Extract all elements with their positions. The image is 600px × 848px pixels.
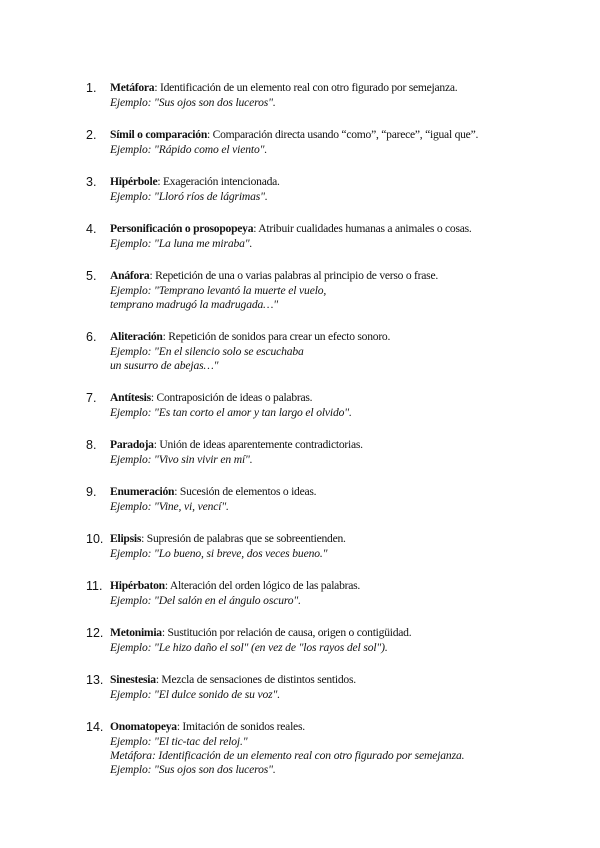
list-item-number: 9. (86, 485, 97, 499)
list-item-number: 4. (86, 222, 97, 236)
figure-term: Anáfora (110, 269, 150, 282)
figure-term: Símil o comparación (110, 128, 208, 141)
list-item (86, 531, 576, 561)
list-item (86, 127, 576, 157)
example-line: Metáfora: Identificación de un elemento real con otro figurado por semejanza. (110, 749, 465, 762)
list-item-number: 7. (86, 391, 97, 405)
list-item-number: 1. (86, 81, 97, 95)
definition-line (110, 221, 576, 237)
definition-line (110, 437, 576, 453)
list-item-body (110, 719, 576, 777)
example-line: un susurro de abejas…" (110, 359, 219, 372)
example-line: Ejemplo: "Sus ojos son dos luceros". (110, 96, 276, 109)
figures-list (86, 80, 576, 794)
example-line: Ejemplo: "Lo bueno, si breve, dos veces bueno." (110, 547, 328, 560)
definition-line (110, 390, 576, 406)
list-item (86, 174, 576, 204)
figure-term: Sinestesia (110, 673, 156, 686)
figure-term: Personificación o prosopopeya (110, 222, 254, 235)
list-item (86, 437, 576, 467)
figure-term: Hipérbaton (110, 579, 165, 592)
figure-example (110, 641, 576, 655)
figure-example (110, 735, 576, 777)
list-item (86, 390, 576, 420)
example-line: Ejemplo: "En el silencio solo se escuchaba (110, 345, 304, 358)
list-item-number: 5. (86, 269, 97, 283)
example-line: Ejemplo: "Lloró ríos de lágrimas". (110, 190, 268, 203)
list-item-body (110, 578, 576, 608)
example-line: Ejemplo: "Del salón en el ángulo oscuro". (110, 594, 301, 607)
figure-definition: : Contraposición de ideas o palabras. (150, 391, 313, 404)
list-item (86, 268, 576, 312)
example-line: Ejemplo: "Vivo sin vivir en mí". (110, 453, 253, 466)
figure-example (110, 143, 576, 157)
list-item-number: 11. (86, 579, 103, 593)
list-item-body (110, 625, 576, 655)
example-line: Ejemplo: "Rápido como el viento". (110, 143, 268, 156)
list-item-body (110, 329, 576, 373)
figure-example (110, 190, 576, 204)
list-item-body (110, 390, 576, 420)
list-item-number: 2. (86, 128, 97, 142)
example-line: Ejemplo: "Sus ojos son dos luceros". (110, 763, 276, 776)
figure-term: Onomatopeya (110, 720, 177, 733)
figure-example (110, 406, 576, 420)
figure-definition: : Imitación de sonidos reales. (176, 720, 305, 733)
list-item-number: 10. (86, 532, 104, 546)
figure-term: Antítesis (110, 391, 151, 404)
definition-line (110, 80, 576, 96)
list-item-body (110, 174, 576, 204)
example-line: Ejemplo: "El dulce sonido de su voz". (110, 688, 281, 701)
list-item-body (110, 268, 576, 312)
figure-example (110, 594, 576, 608)
figure-example (110, 345, 576, 373)
list-item-number: 14. (86, 720, 104, 734)
figure-definition: : Mezcla de sensaciones de distintos sentidos. (155, 673, 356, 686)
figure-definition: : Unión de ideas aparentemente contradictorias. (153, 438, 363, 451)
figure-term: Elipsis (110, 532, 142, 545)
figure-example (110, 96, 576, 110)
figure-example (110, 237, 576, 251)
figure-definition: : Supresión de palabras que se sobreentienden. (141, 532, 346, 545)
figure-example (110, 284, 576, 312)
definition-line (110, 174, 576, 190)
example-line: temprano madrugó la madrugada…" (110, 298, 279, 311)
example-line: Ejemplo: "Vine, vi, vencí". (110, 500, 229, 513)
list-item (86, 329, 576, 373)
example-line: Ejemplo: "La luna me miraba". (110, 237, 253, 250)
figure-term: Metonimia (110, 626, 162, 639)
list-item-body (110, 127, 576, 157)
list-item (86, 625, 576, 655)
figure-definition: : Identificación de un elemento real con otro figurado por semejanza. (154, 81, 458, 94)
list-item (86, 221, 576, 251)
figure-term: Aliteración (110, 330, 163, 343)
list-item-body (110, 531, 576, 561)
figure-definition: : Exageración intencionada. (157, 175, 280, 188)
figure-definition: : Sucesión de elementos o ideas. (174, 485, 317, 498)
definition-line (110, 719, 576, 735)
figure-term: Paradoja (110, 438, 154, 451)
list-item-number: 6. (86, 330, 97, 344)
figure-term: Metáfora (110, 81, 155, 94)
definition-line (110, 531, 576, 547)
figure-definition: : Sustitución por relación de causa, origen o contigüidad. (161, 626, 412, 639)
definition-line (110, 672, 576, 688)
list-item (86, 80, 576, 110)
list-item-body (110, 221, 576, 251)
definition-line (110, 329, 576, 345)
list-item-number: 12. (86, 626, 104, 640)
definition-line (110, 625, 576, 641)
list-item-body (110, 437, 576, 467)
figure-definition: : Comparación directa usando “como”, “parece”, “igual que”. (207, 128, 479, 141)
list-item (86, 484, 576, 514)
list-item (86, 578, 576, 608)
figure-example (110, 688, 576, 702)
figure-example (110, 500, 576, 514)
definition-line (110, 268, 576, 284)
example-line: Ejemplo: "Le hizo daño el sol" (en vez de "los rayos del sol"). (110, 641, 388, 654)
figure-term: Hipérbole (110, 175, 158, 188)
figure-definition: : Repetición de una o varias palabras al principio de verso o frase. (149, 269, 438, 282)
figure-definition: : Alteración del orden lógico de las palabras. (164, 579, 361, 592)
list-item-number: 3. (86, 175, 97, 189)
example-line: Ejemplo: "El tic-tac del reloj." (110, 735, 248, 748)
example-line: Ejemplo: "Temprano levantó la muerte el vuelo, (110, 284, 327, 297)
list-item-number: 8. (86, 438, 97, 452)
list-item-body (110, 672, 576, 702)
list-item (86, 719, 576, 777)
list-item-number: 13. (86, 673, 104, 687)
figure-example (110, 453, 576, 467)
figure-example (110, 547, 576, 561)
figure-term: Enumeración (110, 485, 175, 498)
list-item-body (110, 484, 576, 514)
figure-definition: : Atribuir cualidades humanas a animales o cosas. (253, 222, 472, 235)
definition-line (110, 578, 576, 594)
definition-line (110, 484, 576, 500)
figure-definition: : Repetición de sonidos para crear un efecto sonoro. (162, 330, 391, 343)
example-line: Ejemplo: "Es tan corto el amor y tan largo el olvido". (110, 406, 352, 419)
list-item (86, 672, 576, 702)
list-item-body (110, 80, 576, 110)
definition-line (110, 127, 576, 143)
